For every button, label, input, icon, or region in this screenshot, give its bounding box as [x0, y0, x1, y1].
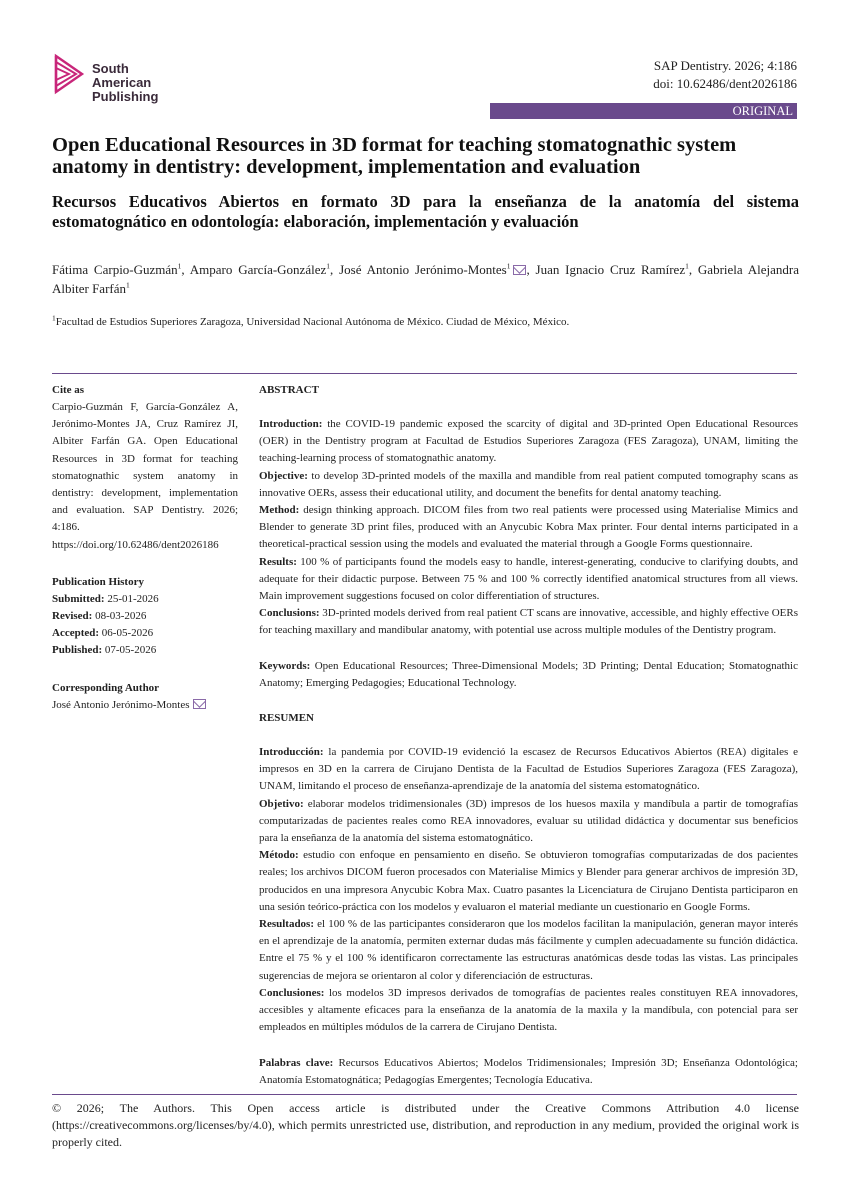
cite-text: Carpio-Guzmán F, García-González A, Jerónimo-Montes JA, Cruz Ramírez JI, Albiter Farfán GA. Open Educational Resources in 3D format for teaching stomatognathic system anatomy in dentistry: development, implementation and evaluation. SAP Dentistry. 2026; 4:186. https://doi.org/10.62486/dent2026186 [52, 401, 238, 551]
author[interactable]: Gabriela Alejandra Albiter Farfán$^1$ [52, 262, 800, 296]
corresponding-author: José Antonio Jerónimo-Montes [52, 697, 238, 714]
journal-doi[interactable]: doi: 10.62486/dent2026186 [653, 76, 797, 91]
author[interactable]: José Antonio Jerónimo-Montes$^1$ [339, 261, 511, 277]
corresponding-heading: Corresponding Author [52, 681, 160, 694]
resumen-metodo: Método: estudio con enfoque en pensamiento en diseño. Se obtuvieron tomografías computarizadas de dos pacientes reales; los archivos DICOM fueron procesados con Materialise Mimics y Blender para generar archivos de impresión 3D, producidos en una impresora Anycubic Kobra Max. Cuatro pasantes la Licenciatura de Cirujano Dentista participaron en una sesión teórico-práctica con los modelos y evaluaron el material mediante un cuestionario en Google Forms. [259, 849, 798, 913]
history-published: Published: 07-05-2026 [52, 644, 157, 657]
publisher-logo-icon [52, 52, 88, 98]
history-heading: Publication History [52, 575, 144, 588]
affiliation-number: 1 [52, 313, 56, 323]
cite-heading: Cite as [52, 384, 85, 396]
resumen-keywords: Palabras clave: Recursos Educativos Abiertos; Modelos Tridimensionales; Impresión 3D; Enseñanza Odontológica; Anatomía Estomatognática; Pedagogías Emergentes; Tecnología Educativa. [259, 1056, 798, 1086]
email-icon[interactable] [193, 699, 206, 709]
main-column [259, 382, 798, 1089]
affiliation [52, 315, 799, 330]
abstract-results: Results: 100 % of participants found the models easy to handle, interest-generating, conducive to clarifying doubts, and adequate for their didactic purpose. Between 75 % and 100 % correctly identified anatomical structures from all views. Main improvement suggestions focused on color differentiation of structures. [259, 555, 798, 603]
resumen-heading: RESUMEN [259, 712, 315, 725]
publisher-logo [52, 52, 182, 112]
author[interactable]: Juan Ignacio Cruz Ramírez$^1$ [535, 261, 689, 277]
history-revised: Revised: 08-03-2026 [52, 610, 147, 623]
publisher-name-line1: South [92, 61, 129, 76]
license-footer: © 2026; The Authors. This Open access article is distributed under the Creative Commons Attribution 4.0 license (https://creativecommons.org/licenses/by/4.0), which permits unrestricted use, distribution, and reproduction in any medium, provided the original work is properly cited. [52, 1101, 799, 1149]
abstract-conclusions: Conclusions: 3D-printed models derived from real patient CT scans are innovative, accessible, and highly effective OERs for teaching maxillary and mandibular anatomy, with potential use across multiple modules of the Dentistry program. [259, 607, 798, 637]
divider-top [52, 373, 797, 374]
affiliation-text: Facultad de Estudios Superiores Zaragoza, Universidad Nacional Autónoma de México. Ciudad de México, México. [55, 316, 570, 328]
history-accepted: Accepted: 06-05-2026 [52, 627, 154, 640]
abstract-keywords: Keywords: Open Educational Resources; Three-Dimensional Models; 3D Printing; Dental Education; Stomatognathic Anatomy; Emerging Pedagogies; Educational Technology. [259, 659, 798, 689]
divider-bottom [52, 1094, 797, 1095]
title-english: Open Educational Resources in 3D format for teaching stomatognathic system anatomy in dentistry: development, implementation and evaluation [52, 134, 737, 178]
author-list: Fátima Carpio-Guzmán$^1$, Amparo García-González$^1$, José Antonio Jerónimo-Montes$^1$ , Juan Ignacio Cruz Ramírez$^1$, Gabriela Alejandra Albiter Farfán$^1$ [52, 261, 800, 296]
abstract-objective: Objective: to develop 3D-printed models of the maxilla and mandible from real patient computed tomography scans as innovative OERs, assess their educational utility, and document the benefits for dental anatomy teaching. [259, 469, 798, 499]
journal-citation: SAP Dentistry. 2026; 4:186 [653, 58, 797, 73]
resumen-introduccion: Introducción: la pandemia por COVID-19 evidenció la escasez de Recursos Educativos Abiertos (REA) digitales e impresos en 3D en la carrera de Cirujano Dentista de la Facultad de Estudios Superiores Zaragoza (FES Zaragoza), UNAM, limitando el proceso de enseñanza-aprendizaje de la anatomía del sistema estomatognático. [259, 746, 798, 793]
publisher-name [92, 62, 158, 104]
history-submitted: Submitted: 25-01-2026 [52, 592, 159, 605]
journal-info [653, 57, 797, 93]
abstract-method: Method: design thinking approach. DICOM files from two real patients were processed using Materialise Mimics and Blender to generate 3D print files, produced with an Anycubic Kobra Max printer. Four dental interns participated in a theoretical-practical session using the models and evaluated the material through a Google Forms questionnaire. [259, 504, 798, 551]
section-label: ORIGINAL [732, 104, 793, 118]
section-band [490, 103, 797, 119]
abstract-introduction: Introduction: the COVID-19 pandemic exposed the scarcity of digital and 3D-printed Open Educational Resources (OER) in the Dentistry program at Facultad de Estudios Superiores Zaragoza (FES Zaragoza), UNAM, limiting the teaching-learning process of stomatognathic anatomy. [259, 418, 798, 465]
email-icon[interactable] [513, 265, 526, 275]
author[interactable]: Fátima Carpio-Guzmán$^1$ [52, 261, 182, 277]
publisher-name-line3: Publishing [92, 89, 159, 104]
resumen-resultados: Resultados: el 100 % de las participantes consideraron que los modelos facilitan la manipulación, generan mayor interés en el aprendizaje de la anatomía, permiten externar dudas más fácilmente y cumplen adecuadamente su función didáctica. Entre el 75 % y el 100 % identificaron correctamente las estructuras anatómicas desde todas las vistas. Las principales sugerencias de mejora se orientaron al color y diferenciación de estructuras. [259, 918, 798, 982]
resumen-objetivo: Objetivo: elaborar modelos tridimensionales (3D) impresos de los huesos maxila y mandíbula a partir de tomografías computarizadas de pacientes reales como REA innovadores, evaluar su utilidad didáctica y documentar sus beneficios para la enseñanza de la anatomía del sistema estomatognático. [259, 797, 798, 845]
resumen-conclusiones: Conclusiones: los modelos 3D impresos derivados de tomografías de pacientes reales constituyen REA innovadores, accesibles y altamente eficaces para la enseñanza de la anatomía de la maxila y la mandíbula, con potencial para ser empleados en múltiples módulos de la carrera de Cirujano Dentista. [259, 986, 798, 1034]
sidebar [52, 382, 238, 714]
author[interactable]: Amparo García-González$^1$ [189, 261, 330, 277]
abstract-heading: ABSTRACT [259, 384, 319, 396]
title-spanish: Recursos Educativos Abiertos en formato 3D para la enseñanza de la anatomía del sistema estomatognático en odontología: elaboración, implementación y evaluación [52, 192, 799, 231]
publisher-name-line2: American [92, 75, 152, 90]
